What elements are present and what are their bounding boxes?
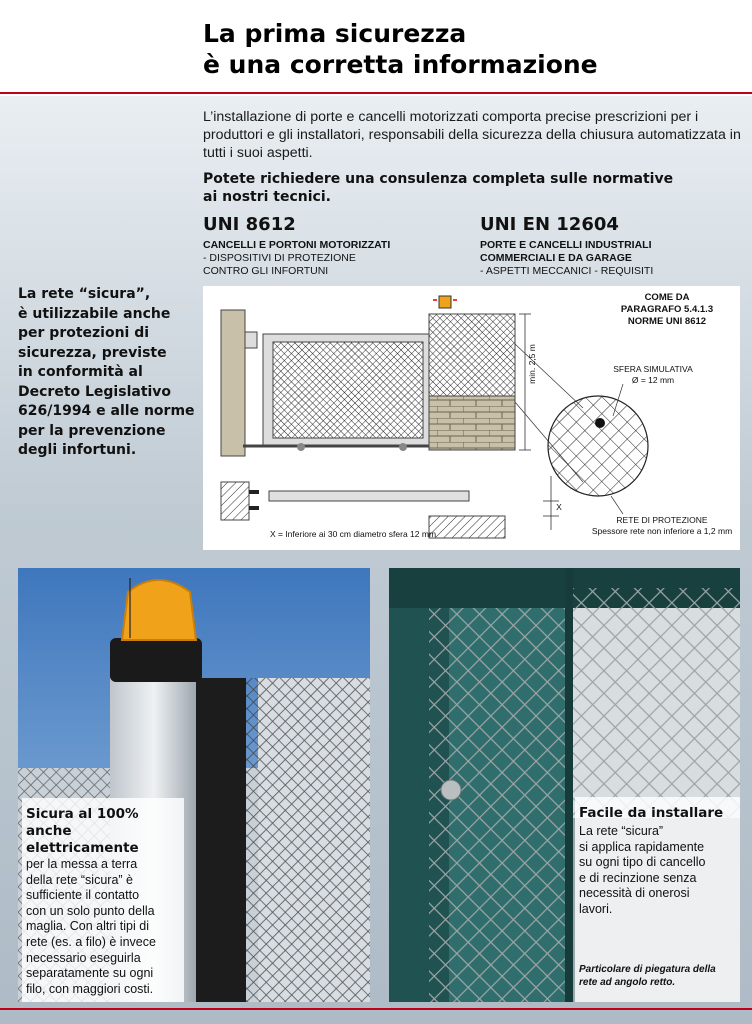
- caption-heading-line: Sicura al 100%: [26, 806, 139, 822]
- title-line-2: è una corretta informazione: [203, 50, 598, 79]
- sidebar-line: La rete “sicura”,: [18, 286, 151, 302]
- standard-uni-en-12604: [480, 215, 740, 278]
- caption-line: necessario eseguirla: [26, 950, 141, 965]
- caption-line: della rete “sicura” è: [26, 872, 133, 887]
- gate-wheel: [297, 443, 305, 451]
- mesh-side: [429, 608, 569, 1002]
- frame-corner: [565, 568, 573, 1002]
- caption-heading-line: anche elettricamente: [26, 823, 139, 856]
- caption-line: per la messa a terra: [26, 857, 138, 871]
- sidebar-line: per protezioni di: [18, 325, 150, 341]
- motor-box: [245, 332, 257, 348]
- sidebar-line: è utilizzabile anche: [18, 305, 171, 322]
- gate-mesh: [273, 342, 423, 438]
- footer-divider: [0, 1008, 752, 1010]
- standard-uni-8612: [203, 215, 473, 278]
- height-label: min. 2,5 m: [527, 344, 537, 384]
- consultation-note: [203, 170, 723, 206]
- caption-body: [26, 857, 184, 997]
- caption-line: e di recinzione senza: [579, 870, 697, 885]
- net-label-line: Spessore rete non inferiore a 1,2 mm: [591, 526, 733, 536]
- sidebar-line: 626/1994 e alle norme: [18, 403, 195, 419]
- consult-line-1: Potete richiedere una consulenza completa sulle normative: [203, 171, 674, 187]
- title-line-1: La prima sicurezza: [203, 19, 467, 48]
- gate-mesh-panel: [244, 678, 370, 1002]
- net-label-line: RETE DI PROTEZIONE: [616, 515, 708, 525]
- sidebar-line: per la prevenzione: [18, 422, 166, 439]
- simulation-sphere-mesh: [548, 396, 648, 496]
- sidebar-text: [18, 285, 198, 461]
- caption-line: si applica rapidamente: [579, 839, 705, 854]
- sidebar-line: sicurezza, previste: [18, 344, 167, 361]
- mounting-bolt: [441, 780, 461, 800]
- technical-diagram: [203, 286, 740, 550]
- standard-code: UNI 8612: [203, 214, 296, 235]
- net-label: [587, 515, 737, 537]
- intro-paragraph: L’installazione di porte e cancelli motorizzati comporta precise prescrizioni per i produttori e gli installatori, responsabili della sicurezza della chiusura automatizzata in tutti i suoi aspetti.: [203, 109, 741, 161]
- caption-line: rete (es. a filo) è invece: [26, 934, 156, 949]
- caption-body: [579, 824, 739, 918]
- ref-line: COME DA: [644, 292, 690, 303]
- standard-title-line-1: PORTE E CANCELLI INDUSTRIALI: [480, 239, 652, 251]
- ref-line: NORME UNI 8612: [627, 316, 707, 327]
- photo-note-line: rete ad angolo retto.: [579, 977, 676, 988]
- caption-line: necessità di onerosi: [579, 886, 690, 901]
- plan-pillar: [221, 482, 249, 520]
- diagram-reference: [603, 292, 731, 328]
- standard-title: [480, 239, 740, 265]
- x-mark: X: [556, 502, 562, 512]
- photo-note-line: Particolare di piegatura della: [579, 964, 716, 975]
- caption-line: filo, con maggiori costi.: [26, 981, 154, 996]
- sidebar-line: degli infortuni.: [18, 442, 137, 458]
- brick-wall: [429, 396, 515, 450]
- sphere-label: [603, 364, 703, 386]
- caption-line: maglia. Con altri tipi di: [26, 919, 149, 934]
- standard-subtitle: - ASPETTI MECCANICI - REQUISITI: [480, 265, 654, 277]
- title-divider: [0, 92, 752, 94]
- x-label: X = Inferiore ai 30 cm diametro sfera 12 mm: [269, 529, 437, 539]
- caption-easy-install: [575, 797, 740, 1002]
- plan-gate: [269, 491, 469, 501]
- sphere-label-line: SFERA SIMULATIVA: [613, 364, 693, 374]
- caption-line: su ogni tipo di cancello: [579, 855, 706, 870]
- standard-title-line-2: COMMERCIALI E DA GARAGE: [480, 252, 632, 264]
- sphere-label-line: Ø = 12 mm: [631, 375, 675, 385]
- standard-code: UNI EN 12604: [480, 214, 619, 235]
- caption-line: separatamente su ogni: [26, 966, 154, 981]
- standard-subtitle: - DISPOSITIVI DI PROTEZIONE CONTRO GLI INFORTUNI: [203, 252, 356, 277]
- test-sphere: [595, 418, 605, 428]
- caption-electrical-safety: [22, 798, 184, 1002]
- caption-heading: [26, 806, 184, 857]
- caption-line: con un solo punto della: [26, 903, 155, 918]
- warning-lamp-icon: [122, 580, 196, 640]
- gate-wheel: [399, 443, 407, 451]
- warning-lamp-icon: [439, 296, 451, 308]
- caption-line: lavori.: [579, 901, 613, 916]
- caption-heading: Facile da installare: [579, 805, 724, 821]
- page-title: [203, 18, 743, 80]
- sidebar-line: Decreto Legislativo: [18, 383, 172, 400]
- sidebar-line: in conformità al: [18, 364, 143, 380]
- motor-housing: [196, 678, 246, 1002]
- ref-line: PARAGRAFO 5.4.1.3: [620, 304, 714, 315]
- standard-title: CANCELLI E PORTONI MOTORIZZATI: [203, 239, 391, 251]
- caption-line: La rete “sicura”: [579, 824, 664, 838]
- consult-line-2: ai nostri tecnici.: [203, 189, 331, 205]
- caption-line: sufficiente il contatto: [26, 888, 140, 903]
- photo-note: [579, 963, 739, 989]
- fence-mesh: [429, 314, 515, 396]
- gate-pillar: [221, 310, 245, 456]
